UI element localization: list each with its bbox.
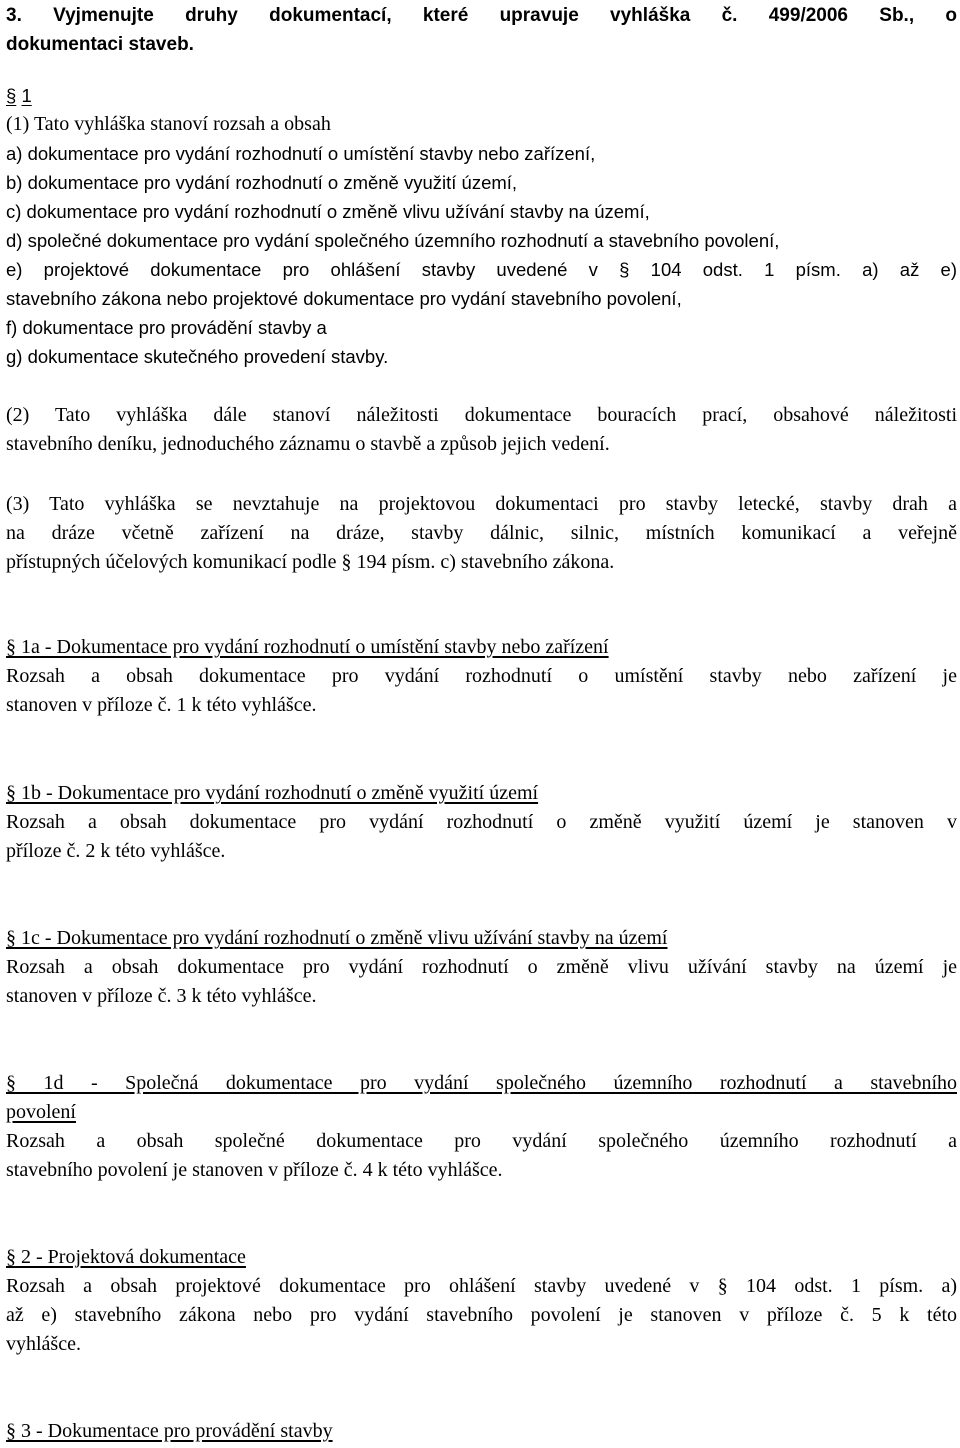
- section-1b-body-line-2: příloze č. 2 k této vyhlášce.: [6, 840, 226, 862]
- list-item-d: d) společné dokumentace pro vydání společného územního rozhodnutí a stavebního povolení,: [6, 230, 780, 251]
- question-line-1: 3. Vyjmenujte druhy dokumentací, které upravuje vyhláška č. 499/2006 Sb., o: [6, 5, 957, 26]
- para2-line-1: (2) Tato vyhláška dále stanoví náležitosti dokumentace bouracích prací, obsahové náležitosti: [6, 404, 957, 426]
- list-item-c: c) dokumentace pro vydání rozhodnutí o změně vlivu užívání stavby na území,: [6, 201, 650, 222]
- para3-line-2: na dráze včetně zařízení na dráze, stavby dálnic, silnic, místních komunikací a veřejně: [6, 522, 957, 544]
- section-1-paragraph-3: [6, 490, 957, 577]
- section-1-number: 1: [21, 85, 32, 106]
- list-item-a: a) dokumentace pro vydání rozhodnutí o umístění stavby nebo zařízení,: [6, 143, 596, 164]
- section-1d-body-line-1: Rozsah a obsah společné dokumentace pro vydání společného územního rozhodnutí a: [6, 1130, 957, 1152]
- section-2-body-line-2: až e) stavebního zákona nebo pro vydání stavebního povolení je stanoven v příloze č. 5 k této: [6, 1304, 957, 1326]
- list-item-e: e) projektové dokumentace pro ohlášení stavby uvedené v § 104 odst. 1 písm. a) až e): [6, 259, 957, 280]
- para3-line-3: přístupných účelových komunikací podle § 194 písm. c) stavebního zákona.: [6, 551, 615, 573]
- list-item-b: b) dokumentace pro vydání rozhodnutí o změně využití území,: [6, 172, 518, 193]
- section-2: [6, 1243, 957, 1359]
- section-1b: [6, 779, 957, 866]
- section-2-body-line-3: vyhlášce.: [6, 1333, 81, 1355]
- question-heading: [6, 0, 957, 59]
- section-1d-heading-text-1: § 1d - Společná dokumentace pro vydání společného územního rozhodnutí a stavebního: [6, 1072, 957, 1094]
- para3-line-1: (3) Tato vyhláška se nevztahuje na projektovou dokumentaci pro stavby letecké, stavby drah a: [6, 493, 957, 515]
- section-3: [6, 1417, 957, 1446]
- section-3-heading: [6, 1417, 957, 1446]
- section-1-intro: (1) Tato vyhláška stanoví rozsah a obsah: [6, 113, 331, 135]
- section-1a-body-line-1: Rozsah a obsah dokumentace pro vydání rozhodnutí o umístění stavby nebo zařízení je: [6, 665, 957, 687]
- list-item-f: f) dokumentace pro provádění stavby a: [6, 317, 327, 338]
- section-1c-heading-text: § 1c - Dokumentace pro vydání rozhodnutí o změně vlivu užívání stavby na území: [6, 927, 668, 949]
- question-line-2: dokumentaci staveb.: [6, 34, 194, 55]
- section-2-heading-text: § 2 - Projektová dokumentace: [6, 1246, 246, 1268]
- section-1a: [6, 633, 957, 720]
- section-1b-body-line-1: Rozsah a obsah dokumentace pro vydání rozhodnutí o změně využití území je stanoven v: [6, 811, 957, 833]
- section-3-heading-text: § 3 - Dokumentace pro provádění stavby: [6, 1420, 333, 1442]
- section-1c: [6, 924, 957, 1011]
- section-2-heading: [6, 1243, 957, 1272]
- section-1-title: [6, 81, 957, 110]
- section-1d-body-line-2: stavebního povolení je stanoven v příloze č. 4 k této vyhlášce.: [6, 1159, 503, 1181]
- section-1d-heading-text-2: povolení: [6, 1101, 76, 1123]
- section-1b-heading-text: § 1b - Dokumentace pro vydání rozhodnutí o změně využití území: [6, 782, 539, 804]
- section-1a-heading: [6, 633, 957, 662]
- section-1c-heading: [6, 924, 957, 953]
- section-1c-body-line-2: stanoven v příloze č. 3 k této vyhlášce.: [6, 985, 317, 1007]
- section-1a-heading-text: § 1a - Dokumentace pro vydání rozhodnutí o umístění stavby nebo zařízení: [6, 636, 609, 658]
- section-1-paragraph-2: [6, 401, 957, 459]
- para2-line-2: stavebního deníku, jednoduchého záznamu o stavbě a způsob jejich vedení.: [6, 433, 610, 455]
- section-1-mark: §: [6, 85, 17, 106]
- section-2-body-line-1: Rozsah a obsah projektové dokumentace pro ohlášení stavby uvedené v § 104 odst. 1 písm. a): [6, 1275, 957, 1297]
- section-1: [6, 81, 957, 371]
- section-1c-body-line-1: Rozsah a obsah dokumentace pro vydání rozhodnutí o změně vlivu užívání stavby na území je: [6, 956, 957, 978]
- section-1d-heading-line-2: [6, 1098, 957, 1127]
- list-item-g: g) dokumentace skutečného provedení stavby.: [6, 346, 389, 367]
- section-1d-heading-line-1: [6, 1069, 957, 1098]
- list-item-e-cont: stavebního zákona nebo projektové dokumentace pro vydání stavebního povolení,: [6, 288, 682, 309]
- section-1d: [6, 1069, 957, 1185]
- section-1b-heading: [6, 779, 957, 808]
- section-1a-body-line-2: stanoven v příloze č. 1 k této vyhlášce.: [6, 694, 317, 716]
